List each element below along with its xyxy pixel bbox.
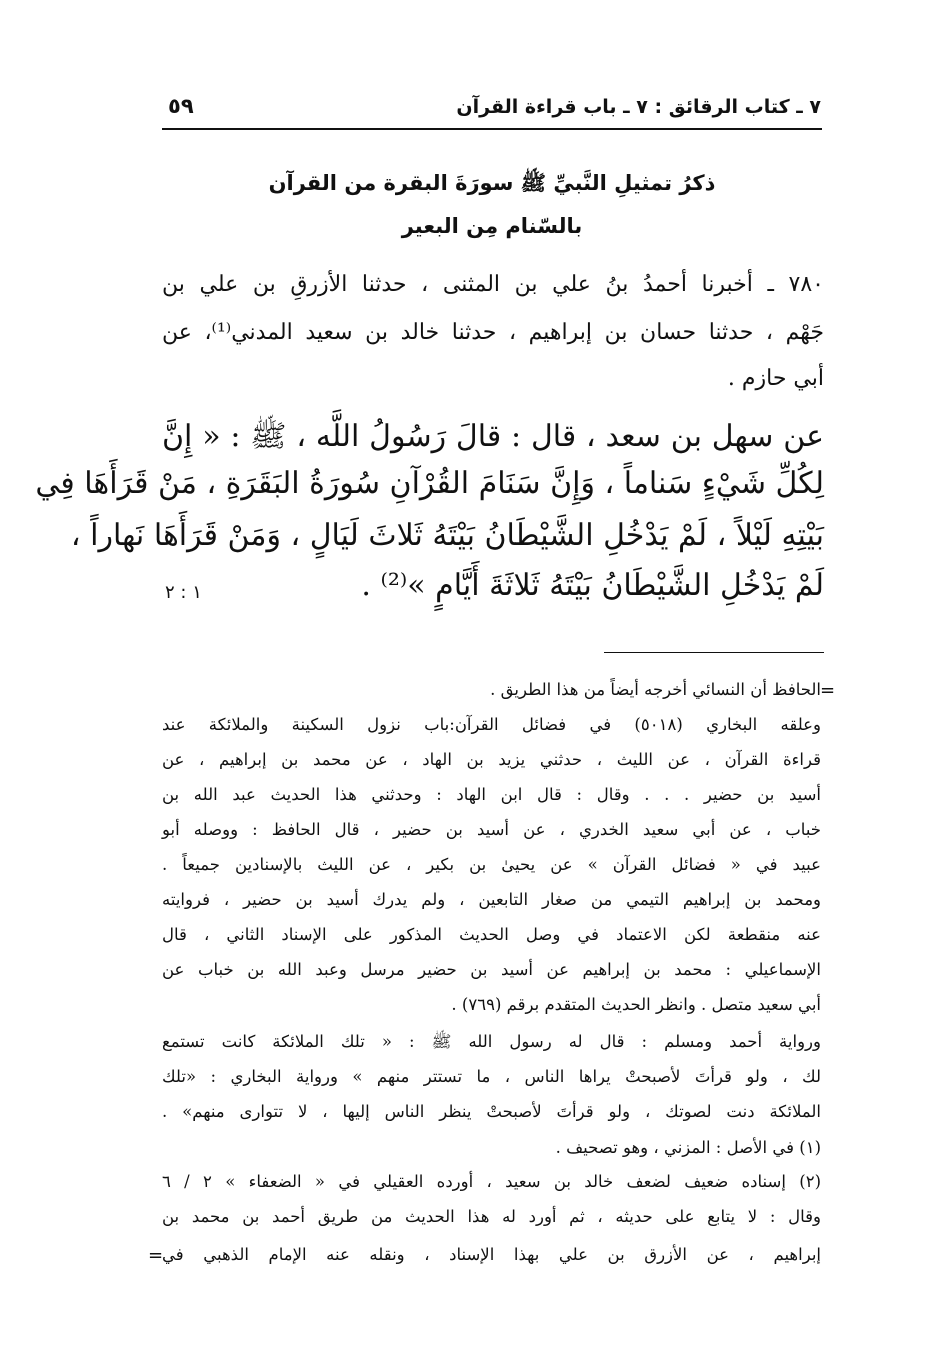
footnote-line: ومحمد بن إبراهيم التيمي من صغار التابعين ، ولم يدرك أسيد بن حضير ، فروايته — [162, 890, 821, 909]
footnote-line: ورواية أحمد ومسلم : قال له رسول الله ﷺ : « تلك الملائكة كانت تستمع — [162, 1032, 821, 1051]
matn-line: عن سهل بن سعد ، قال : قالَ رَسُولُ اللَّه ، ﷺ : « إِنَّ — [162, 419, 824, 454]
isnad-line: ٧٨٠ ـ أخبرنا أحمدُ بنُ علي بن المثنى ، حدثنا الأزرقِ بن علي بن — [162, 272, 824, 297]
footnote-line: أبي سعيد متصل . وانظر الحديث المتقدم برقم (٧٦٩) . — [451, 995, 821, 1014]
footnote-line: عنه منقطعة لكن الاعتماد في وصل الحديث المذكور على الإسناد الثاني ، قال — [162, 925, 821, 944]
footnote-line: عبيد في « فضائل القرآن » عن يحيىٰ بن بكير ، عن الليث بالإسنادين جميعاً . — [162, 855, 821, 874]
chapter-title-line-1: ذكرُ تمثيلِ النَّبيِّ ﷺ سورَةَ البقرة من القرآن — [268, 171, 716, 195]
footnote-line: وعلقه البخاري (٥٠١٨) في فضائل القرآن:باب نزول السكينة والملائكة عند — [162, 715, 821, 734]
header-rule — [162, 128, 822, 130]
footnote-line: وقال : لا يتابع على حديثه ، ثم أورد له هذا الحديث من طريق أحمد بن محمد بن — [162, 1207, 821, 1226]
footnote-line: الإسماعيلي : محمد بن إبراهيم عن أسيد بن حضير مرسل وعبد الله بن خباب عن — [162, 960, 821, 979]
cross-reference: ١ : ٢ — [165, 582, 202, 603]
footnote-rule — [604, 652, 824, 653]
footnote-line: (٢) إسناده ضعيف لضعف خالد بن سعيد ، أورده العقيلي في « الضعفاء » ٢ / ٦ — [162, 1172, 821, 1191]
continuation-mark: = — [820, 680, 836, 701]
footnote-line: قراءة القرآن ، عن الليث ، حدثني يزيد بن الهاد ، عن محمد بن إبراهيم ، عن — [162, 750, 821, 769]
matn-line: بَيْتِهِ لَيْلاً ، لَمْ يَدْخُلِ الشَّيْطَانُ بَيْتَهُ ثَلاثَ لَيَالٍ ، وَمَنْ قَرَأَهَا نَهاراً ، — [70, 518, 824, 553]
footnote-line: (١) في الأصل : المزني ، وهو تصحيف . — [555, 1138, 821, 1157]
footnote-line: أسيد بن حضير . . . وقال : قال ابن الهاد : وحدثني هذا الحديث عبد الله بن — [162, 785, 821, 804]
footnote-line: خباب ، عن أبي سعيد الخدري ، عن أسيد بن حضير ، قال الحافظ : ووصله أبو — [162, 820, 821, 839]
isnad-line: أبي حازم . — [727, 366, 824, 391]
footnote-line: الحافظ أن النسائي أخرجه أيضاً من هذا الطريق . — [490, 680, 821, 699]
footnote-line: إبراهيم ، عن الأزرق بن علي بهذا الإسناد ، ونقله عنه الإمام الذهبي في — [162, 1245, 821, 1264]
footnote-line: لك ، ولو قرأتَ لأصبحتْ يراها الناس ، ما تستتر منهم » ورواية البخاري : «تلك — [162, 1067, 821, 1086]
matn-line: لَمْ يَدْخُلِ الشَّيْطَانُ بَيْتَهُ ثَلاثَةَ أَيَّامٍ »⁽²⁾ . — [361, 568, 824, 603]
continuation-mark: = — [148, 1245, 164, 1266]
isnad-line: جَهْم ، حدثنا حسان بن إبراهيم ، حدثنا خالد بن سعيد المدني⁽¹⁾، عن — [162, 320, 824, 345]
matn-line: لِكُلِّ شَيْءٍ سَناماً ، وَإِنَّ سَنَامَ القُرْآنِ سُورَةُ البَقَرَةِ ، مَنْ قَرَأَهَا فِي — [35, 466, 824, 501]
footnote-line: الملائكة دنت لصوتك ، ولو قرأتَ لأصبحتْ ينظر الناس إليها ، لا تتوارى منهم» . — [162, 1102, 821, 1121]
chapter-title-line-2: بالسّنام مِن البعير — [401, 214, 583, 238]
page-number: ٥٩ — [168, 94, 194, 118]
running-title: ٧ ـ كتاب الرقائق : ٧ ـ باب قراءة القرآن — [456, 96, 821, 118]
